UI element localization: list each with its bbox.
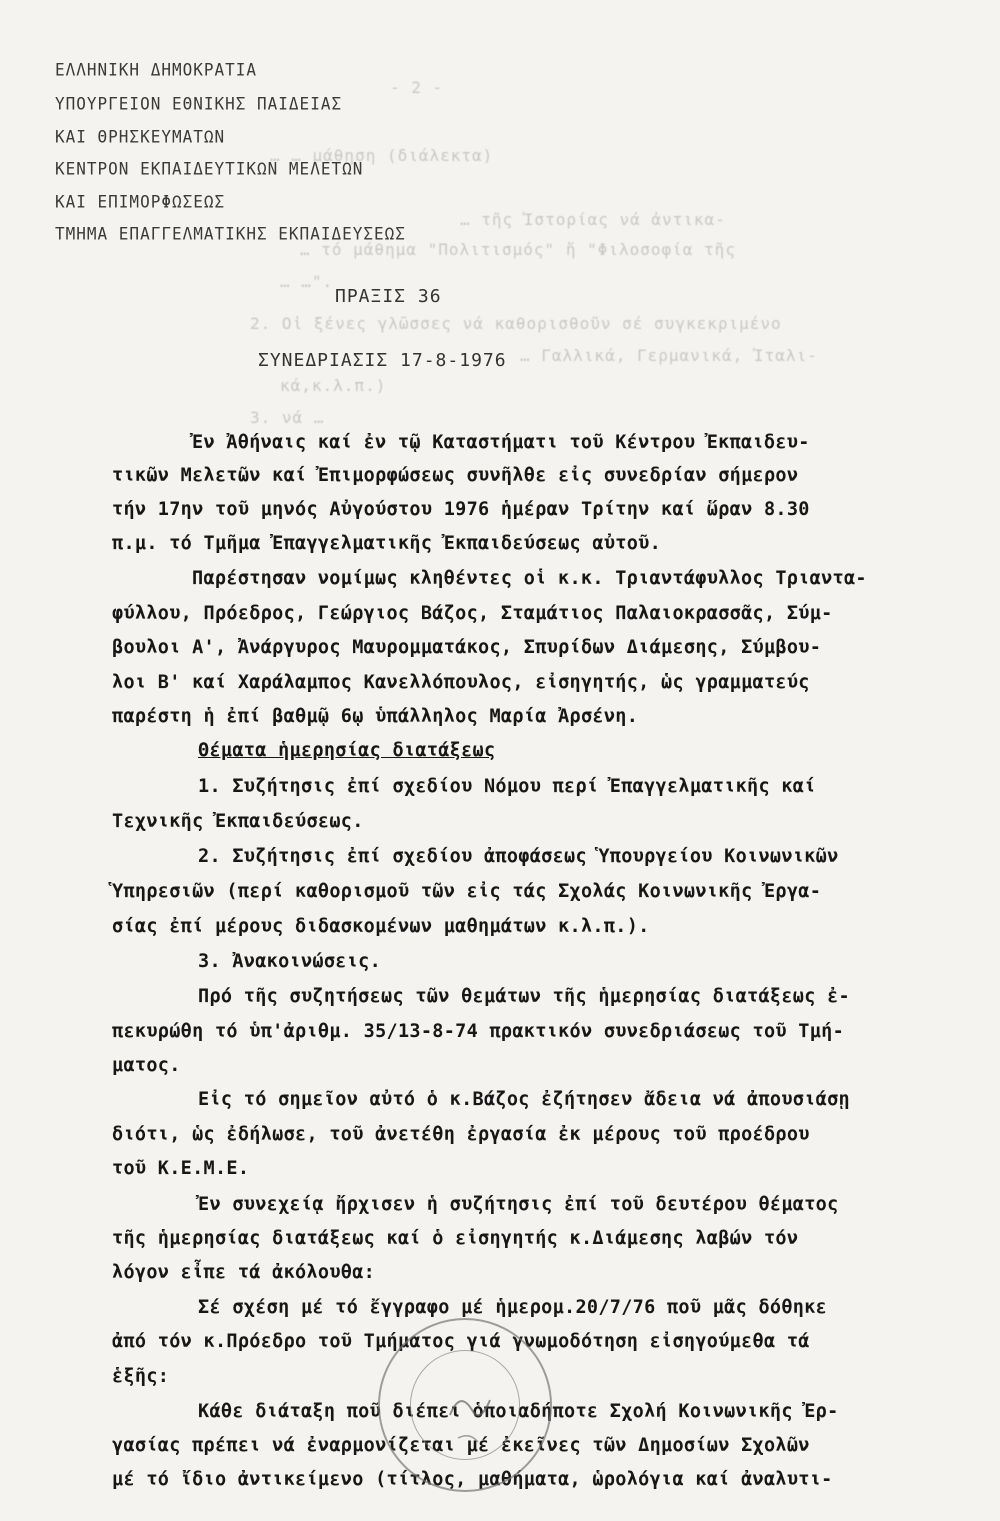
letterhead-line: ΤΜΗΜΑ ΕΠΑΓΓΕΛΜΑΤΙΚΗΣ ΕΚΠΑΙΔΕΥΣΕΩΣ [55, 223, 406, 244]
body-line: Πρό τῆς συζητήσεως τῶν θεμάτων τῆς ἡμερησίας διατάξεως ἐ- [198, 986, 850, 1007]
official-stamp [378, 1318, 552, 1492]
body-line: Σέ σχέση μέ τό ἔγγραφο μέ ἡμερομ.20/7/76 ποῦ μᾶς δόθηκε [198, 1297, 828, 1318]
body-line: 2. Συζήτησις ἐπί σχεδίου ἀποφάσεως Ὑπουργείου Κοινωνικῶν [198, 846, 839, 867]
body-line: τήν 17ην τοῦ μηνός Αὐγούστου 1976 ἡμέραν Τρίτην καί ὥραν 8.30 [112, 499, 810, 520]
body-line: σίας ἐπί μέρους διδασκομένων μαθημάτων κ.λ.π.). [112, 916, 650, 937]
bleed-through-line: κά,κ.λ.π.) [280, 376, 387, 395]
letterhead-line: ΚΑΙ ΘΡΗΣΚΕΥΜΑΤΩΝ [55, 126, 226, 147]
act-number: ΠΡΑΞΙΣ 36 [335, 286, 442, 307]
body-line: τικῶν Μελετῶν καί Ἐπιμορφώσεως συνῆλθε εἰς συνεδρίαν σήμερον [112, 465, 799, 486]
letterhead-line: ΚΑΙ ΕΠΙΜΟΡΦΩΣΕΩΣ [55, 191, 226, 212]
body-line: τοῦ Κ.Ε.Μ.Ε. [112, 1158, 250, 1179]
body-line: ἀπό τόν κ.Πρόεδρο τοῦ Τμήματος γιά γνωμοδότηση εἰσηγούμεθα τά [112, 1331, 810, 1352]
body-line: Κάθε διάταξη ποῦ διέπει ὁποιαδήποτε Σχολή Κοινωνικῆς Ἐρ- [198, 1401, 839, 1422]
body-line: παρέστη ἡ ἐπί βαθμῷ 6ῳ ὑπάλληλος Μαρία Ἀρσένη. [112, 706, 639, 727]
body-line: διότι, ὡς ἐδήλωσε, τοῦ ἀνετέθη ἐργασία ἐκ μέρους τοῦ προέδρου [112, 1124, 810, 1145]
body-line: πεκυρώθη τό ὑπ'ἀριθμ. 35/13-8-74 πρακτικόν συνεδριάσεως τοῦ Τμή- [112, 1021, 845, 1042]
stamp-signature-mark [380, 1320, 550, 1490]
agenda-heading: Θέματα ἡμερησίας διατάξεως [198, 740, 496, 761]
body-line: Ἐν Ἀθήναις καί ἐν τῷ Καταστήματι τοῦ Κέντρου Ἐκπαιδευ- [192, 432, 810, 453]
bleed-through-line: … … μάθηση (διάλεκτα) [270, 146, 494, 165]
body-line: γασίας πρέπει νά ἐναρμονίζεται μέ ἐκεῖνες τῶν Δημοσίων Σχολῶν [112, 1435, 810, 1456]
bleed-through-line: - 2 - [390, 78, 444, 97]
letterhead-line: ΚΕΝΤΡΟΝ ΕΚΠΑΙΔΕΥΤΙΚΩΝ ΜΕΛΕΤΩΝ [55, 158, 364, 179]
bleed-through-line: … τό μάθημα "Πολιτισμός" ἤ "Φιλοσοφία τῆς [300, 240, 736, 259]
body-line: Ὑπηρεσιῶν (περί καθορισμοῦ τῶν εἰς τάς Σχολάς Κοινωνικῆς Ἐργα- [112, 881, 822, 902]
session-date: ΣΥΝΕΔΡΙΑΣΙΣ 17-8-1976 [258, 350, 507, 371]
body-line: 1. Συζήτησις ἐπί σχεδίου Νόμου περί Ἐπαγγελματικῆς καί [198, 776, 816, 797]
body-line: λοι Β' καί Χαράλαμπος Κανελλόπουλος, εἰσηγητής, ὡς γραμματεύς [112, 672, 810, 693]
bleed-through-line: 2. Οἱ ξένες γλῶσσες νά καθορισθοῦν σέ συγκεκριμένο [250, 314, 782, 333]
body-line: π.μ. τό Τμῆμα Ἐπαγγελματικῆς Ἐκπαιδεύσεως αὐτοῦ. [112, 533, 662, 554]
body-line: βουλοι Α', Ἀνάργυρος Μαυρομματάκος, Σπυρίδων Διάμεσης, Σύμβου- [112, 637, 822, 658]
body-line: μέ τό ἴδιο ἀντικείμενο (τίτλος, μαθήματα, ὡρολόγια καί ἀναλυτι- [112, 1469, 833, 1490]
body-line: ματος. [112, 1055, 181, 1076]
body-line: λόγον εἶπε τά ἀκόλουθα: [112, 1262, 376, 1283]
bleed-through-line: … Γαλλικά, Γερμανικά, Ἰταλι- [520, 346, 818, 365]
bleed-through-line: … …". [280, 272, 334, 291]
body-line: Τεχνικῆς Ἐκπαιδεύσεως. [112, 811, 364, 832]
body-line: ἑξῆς: [112, 1366, 170, 1387]
body-line: τῆς ἡμερησίας διατάξεως καί ὁ εἰσηγητής κ.Διάμεσης λαβών τόν [112, 1228, 799, 1249]
body-line: 3. Ἀνακοινώσεις. [198, 951, 382, 972]
body-line: Εἰς τό σημεῖον αὐτό ὁ κ.Βάζος ἐζήτησεν ἄδεια νά ἀπουσιάσῃ [198, 1089, 850, 1110]
body-line: Παρέστησαν νομίμως κληθέντες οἱ κ.κ. Τριαντάφυλλος Τριαντα- [192, 568, 867, 589]
letterhead-line: ΕΛΛΗΝΙΚΗ ΔΗΜΟΚΡΑΤΙΑ [55, 59, 258, 80]
bleed-through-line: 3. νά … [250, 408, 325, 427]
body-line: Ἐν συνεχείᾳ ἤρχισεν ἡ συζήτησις ἐπί τοῦ δευτέρου θέματος [198, 1194, 839, 1215]
body-line: φύλλου, Πρόεδρος, Γεώργιος Βάζος, Σταμάτιος Παλαιοκρασσᾶς, Σύμ- [112, 603, 833, 624]
letterhead-line: ΥΠΟΥΡΓΕΙΟΝ ΕΘΝΙΚΗΣ ΠΑΙΔΕΙΑΣ [55, 93, 343, 114]
bleed-through-line: … τῆς Ἱστορίας νά ἀντικα- [460, 210, 726, 229]
